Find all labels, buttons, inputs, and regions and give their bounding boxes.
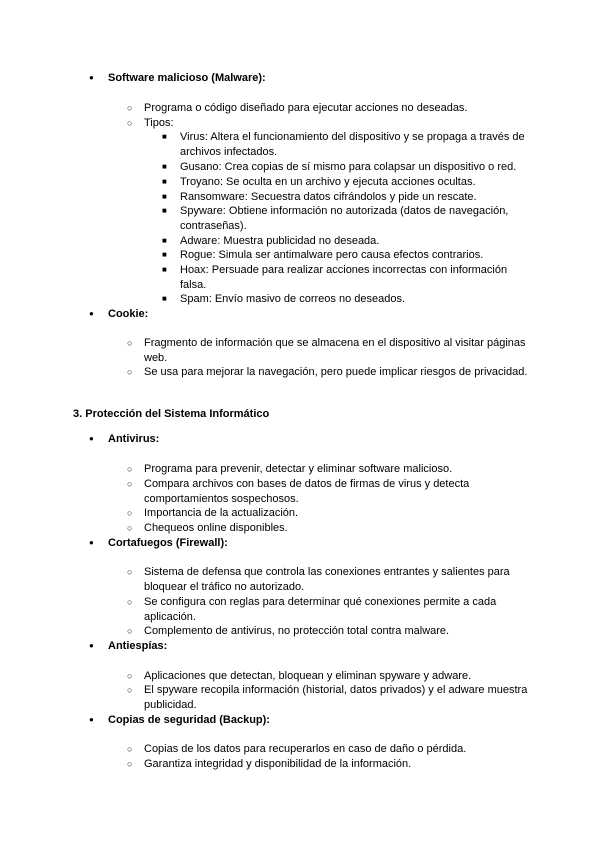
- malware-type-rogue: ■ Rogue: Simula ser antimalware pero causa efectos contrarios.: [180, 248, 530, 263]
- malware-types-label: ○ Tipos:: [144, 116, 534, 131]
- firewall-item: ○ Sistema de defensa que controla las conexiones entrantes y salientes para bloquear el tráfico no autorizado.: [144, 565, 534, 595]
- firewall-title: ● Cortafuegos (Firewall):: [108, 536, 548, 551]
- malware-type-troyano: ■ Troyano: Se oculta en un archivo y ejecuta acciones ocultas.: [180, 175, 530, 190]
- firewall-item: ○ Se configura con reglas para determinar qué conexiones permite a cada aplicación.: [144, 595, 534, 625]
- firewall-item: ○ Complemento de antivirus, no protección total contra malware.: [144, 624, 534, 639]
- antivirus-item: ○ Importancia de la actualización.: [144, 506, 534, 521]
- antivirus-item: ○ Programa para prevenir, detectar y eliminar software malicioso.: [144, 462, 534, 477]
- antivirus-item: ○ Compara archivos con bases de datos de firmas de virus y detecta comportamientos sospechosos.: [144, 477, 534, 507]
- malware-type-virus: ■ Virus: Altera el funcionamiento del dispositivo y se propaga a través de archivos infectados.: [180, 130, 530, 160]
- backup-item: ○ Garantiza integridad y disponibilidad de la información.: [144, 757, 534, 772]
- antispyware-title: ● Antiespías:: [108, 639, 548, 654]
- antispyware-item: ○ Aplicaciones que detectan, bloquean y eliminan spyware y adware.: [144, 669, 534, 684]
- malware-type-spam: ■ Spam: Envío masivo de correos no deseados.: [180, 292, 530, 307]
- malware-type-hoax: ■ Hoax: Persuade para realizar acciones incorrectas con información falsa.: [180, 263, 530, 293]
- malware-type-adware: ■ Adware: Muestra publicidad no deseada.: [180, 234, 530, 249]
- antivirus-item: ○ Chequeos online disponibles.: [144, 521, 534, 536]
- cookie-title: ● Cookie:: [108, 307, 548, 322]
- malware-definition: ○ Programa o código diseñado para ejecutar acciones no deseadas.: [144, 101, 534, 116]
- cookie-item: ○ Se usa para mejorar la navegación, pero puede implicar riesgos de privacidad.: [144, 365, 534, 380]
- section-heading-3: 3. Protección del Sistema Informático: [73, 408, 270, 420]
- malware-title: ● Software malicioso (Malware):: [108, 71, 548, 86]
- backup-item: ○ Copias de los datos para recuperarlos en caso de daño o pérdida.: [144, 742, 534, 757]
- backup-title: ● Copias de seguridad (Backup):: [108, 713, 548, 728]
- cookie-item: ○ Fragmento de información que se almacena en el dispositivo al visitar páginas web.: [144, 336, 534, 366]
- malware-type-gusano: ■ Gusano: Crea copias de sí mismo para colapsar un dispositivo o red.: [180, 160, 530, 175]
- malware-type-spyware: ■ Spyware: Obtiene información no autorizada (datos de navegación, contraseñas).: [180, 204, 530, 234]
- antivirus-title: ● Antivirus:: [108, 432, 548, 447]
- malware-type-ransomware: ■ Ransomware: Secuestra datos cifrándolos y pide un rescate.: [180, 190, 530, 205]
- antispyware-item: ○ El spyware recopila información (historial, datos privados) y el adware muestra publicidad.: [144, 683, 534, 713]
